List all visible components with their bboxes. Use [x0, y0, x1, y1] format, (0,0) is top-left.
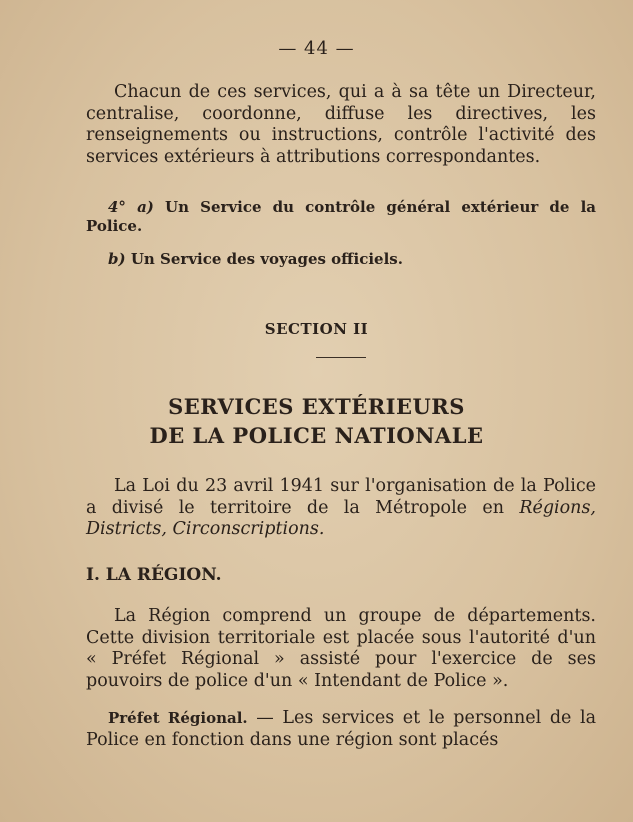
list-item-4a-prefix: 4° a) [108, 198, 154, 216]
list-item-b [86, 250, 596, 269]
title-line-2: DE LA POLICE NATIONALE [149, 423, 484, 448]
section-divider [316, 357, 366, 358]
paragraph-region: La Région comprend un groupe de départements. Cette division territoriale est placée sous l'autorité d'un « Préfet Régional » assisté pour l'exercice de ses pouvoirs de police d'un « Intendant de Police ». [86, 606, 596, 691]
list-item-b-prefix: b) [108, 250, 126, 268]
paragraph-loi [86, 476, 596, 541]
paragraph-prefet [86, 708, 596, 751]
title-line-1: SERVICES EXTÉRIEURS [168, 394, 465, 419]
list-item-b-text: Un Service des voyages officiels. [130, 250, 403, 268]
paragraph-prefet-lead: Préfet Régional. [108, 709, 248, 727]
section-label: SECTION II [264, 320, 369, 338]
paragraph-loi-text: La Loi du 23 avril 1941 sur l'organisation de la Police a divisé le territoire de la Métropole en [86, 476, 596, 518]
list-item-4a [86, 198, 596, 236]
heading-region: I. LA RÉGION. [86, 565, 222, 585]
page-number: — 44 — [278, 38, 355, 59]
paragraph-loi-italic: Régions, Districts, Circonscriptions. [86, 497, 596, 539]
paragraph-prefet-text: — Les services et le personnel de la Police en fonction dans une région sont placés [86, 708, 596, 750]
list-item-4a-text: Un Service du contrôle général extérieur de la Police. [86, 198, 596, 235]
paragraph-services: Chacun de ces services, qui a à sa tête un Directeur, centralise, coordonne, diffuse les directives, les renseignements ou instructions, contrôle l'activité des services extérieurs à attributions correspondantes. [86, 82, 596, 167]
